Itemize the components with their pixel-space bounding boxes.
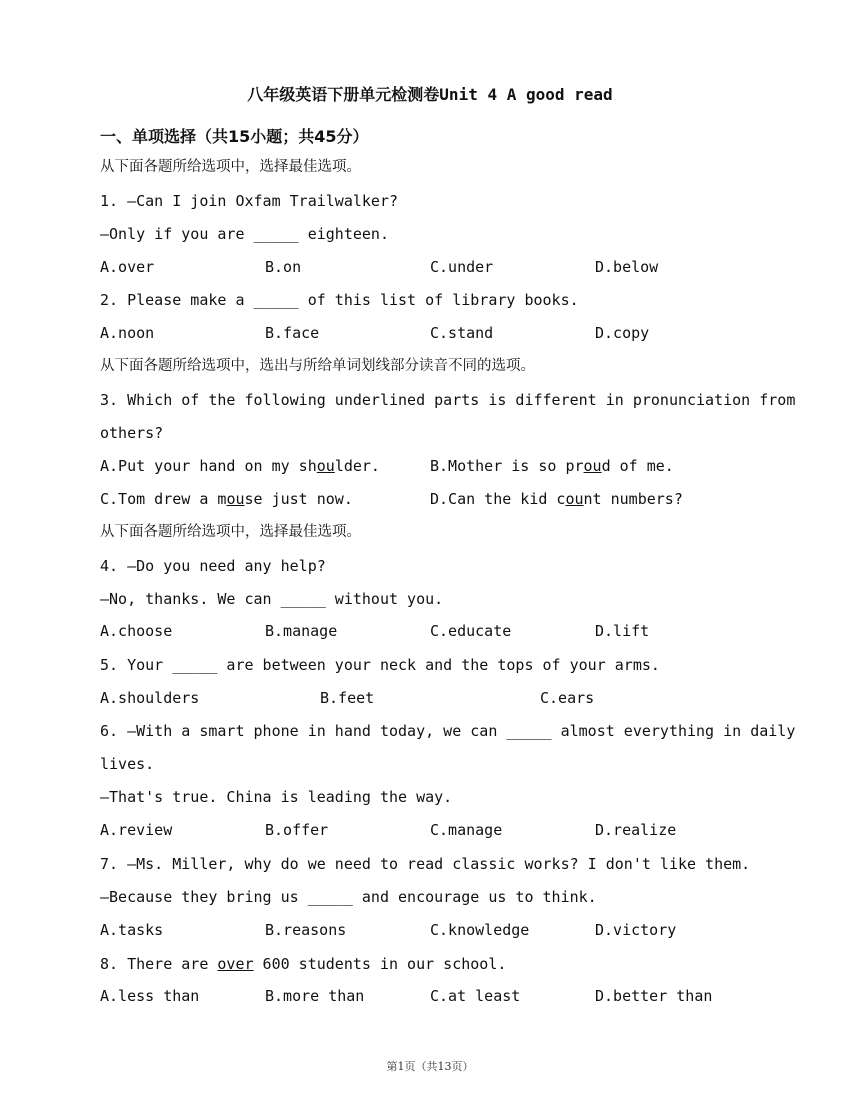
q5-option-b: B.feet bbox=[320, 689, 375, 707]
section-heading: 一、单项选择（共15小题；共45分） bbox=[100, 127, 369, 146]
q1-option-a: A.over bbox=[100, 258, 155, 276]
q3-option-a: A.Put your hand on my shoulder. bbox=[100, 457, 380, 475]
q6-option-b: B.offer bbox=[265, 821, 329, 839]
q2-option-c: C.stand bbox=[430, 324, 494, 342]
q5-option-a: A.shoulders bbox=[100, 689, 200, 707]
question-6-line3: —That's true. China is leading the way. bbox=[100, 788, 453, 806]
question-6: 6. —With a smart phone in hand today, we can _____ almost everything in daily bbox=[100, 722, 796, 740]
q3-option-d: D.Can the kid count numbers? bbox=[430, 490, 683, 508]
q2-option-b: B.face bbox=[265, 324, 320, 342]
q4-option-d: D.lift bbox=[595, 622, 650, 640]
q8-option-b: B.more than bbox=[265, 987, 365, 1005]
q4-option-c: C.educate bbox=[430, 622, 512, 640]
question-3: 3. Which of the following underlined parts is different in pronunciation from bbox=[100, 391, 796, 409]
q2-option-a: A.noon bbox=[100, 324, 155, 342]
q7-option-a: A.tasks bbox=[100, 921, 164, 939]
q8-option-a: A.less than bbox=[100, 987, 200, 1005]
q1-option-c: C.under bbox=[430, 258, 494, 276]
q6-option-c: C.manage bbox=[430, 821, 503, 839]
question-6-line2: lives. bbox=[100, 755, 155, 773]
q8-option-d: D.better than bbox=[595, 987, 713, 1005]
instruction: 从下面各题所给选项中，选择最佳选项。 bbox=[100, 524, 361, 540]
q6-option-a: A.review bbox=[100, 821, 173, 839]
question-1-line2: —Only if you are _____ eighteen. bbox=[100, 225, 389, 243]
q4-option-b: B.manage bbox=[265, 622, 338, 640]
q7-option-b: B.reasons bbox=[265, 921, 347, 939]
q1-option-d: D.below bbox=[595, 258, 659, 276]
question-4-line2: —No, thanks. We can _____ without you. bbox=[100, 590, 444, 608]
question-5: 5. Your _____ are between your neck and the tops of your arms. bbox=[100, 656, 660, 674]
instruction: 从下面各题所给选项中，选择最佳选项。 bbox=[100, 159, 361, 175]
question-4: 4. —Do you need any help? bbox=[100, 557, 326, 575]
q7-option-c: C.knowledge bbox=[430, 921, 530, 939]
question-7: 7. —Ms. Miller, why do we need to read classic works? I don't like them. bbox=[100, 855, 751, 873]
q6-option-d: D.realize bbox=[595, 821, 677, 839]
page-footer: 第1页（共13页） bbox=[386, 1060, 474, 1073]
q3-option-b: B.Mother is so proud of me. bbox=[430, 457, 674, 475]
question-3-line2: others? bbox=[100, 424, 164, 442]
q1-option-b: B.on bbox=[265, 258, 302, 276]
q5-option-c: C.ears bbox=[540, 689, 595, 707]
q3-option-c: C.Tom drew a mouse just now. bbox=[100, 490, 353, 508]
q4-option-a: A.choose bbox=[100, 622, 173, 640]
question-7-line2: —Because they bring us _____ and encourage us to think. bbox=[100, 888, 597, 906]
page-title: 八年级英语下册单元检测卷Unit 4 A good read bbox=[247, 85, 613, 104]
instruction: 从下面各题所给选项中，选出与所给单词划线部分读音不同的选项。 bbox=[100, 358, 535, 374]
q2-option-d: D.copy bbox=[595, 324, 650, 342]
question-1: 1. —Can I join Oxfam Trailwalker? bbox=[100, 192, 399, 210]
q8-option-c: C.at least bbox=[430, 987, 521, 1005]
q7-option-d: D.victory bbox=[595, 921, 677, 939]
question-8: 8. There are over 600 students in our school. bbox=[100, 955, 507, 973]
question-2: 2. Please make a _____ of this list of library books. bbox=[100, 291, 579, 309]
